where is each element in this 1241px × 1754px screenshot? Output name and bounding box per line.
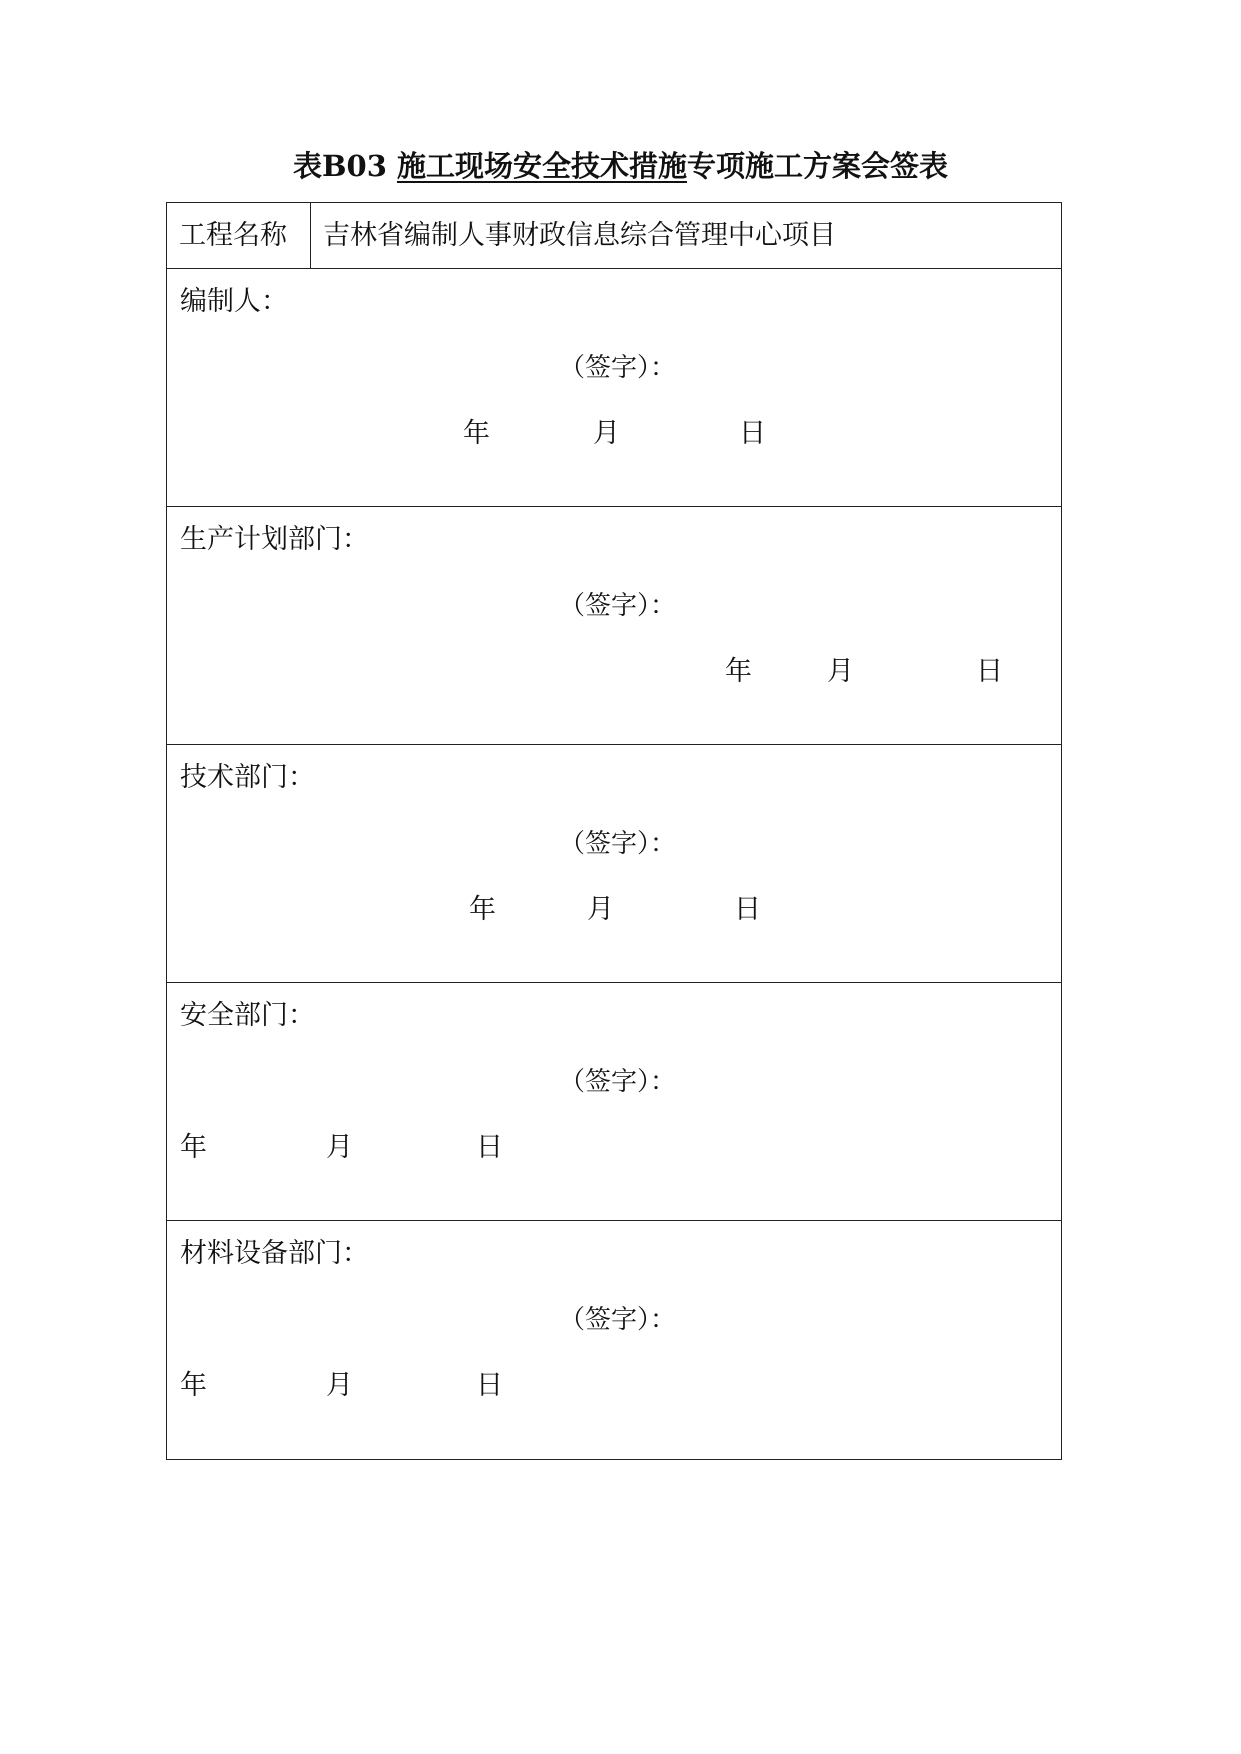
project-name-label: 工程名称 [167,203,311,268]
date-year[interactable]: 年 [469,894,496,925]
signature-field[interactable]: （签字）： [559,1305,677,1335]
section-safety [167,983,1061,1221]
section-label: 技术部门： [180,762,315,793]
date-year[interactable]: 年 [180,1370,207,1401]
signature-field[interactable]: （签字）： [559,829,677,859]
date-day[interactable]: 日 [734,894,761,925]
project-row [167,203,1061,269]
date-month[interactable]: 月 [827,656,854,687]
title-suffix: 专项施工方案会签表 [686,149,948,183]
date-day[interactable]: 日 [476,1370,503,1401]
signature-field[interactable]: （签字）： [559,1067,677,1097]
sign-off-table [166,202,1062,1460]
date-year[interactable]: 年 [463,418,490,449]
section-technical [167,745,1061,983]
date-year[interactable]: 年 [725,656,752,687]
date-month[interactable]: 月 [326,1370,353,1401]
section-label: 编制人： [180,286,288,317]
date-year[interactable]: 年 [180,1132,207,1163]
section-label: 生产计划部门： [180,524,369,555]
project-name-value: 吉林省编制人事财政信息综合管理中心项目 [323,220,836,251]
title-prefix: 表B03 [293,149,397,183]
section-label: 安全部门： [180,1000,315,1031]
date-month[interactable]: 月 [593,418,620,449]
section-author [167,269,1061,507]
title-underlined-measure: 施工现场安全技术措施 [396,149,687,183]
section-materials-equipment [167,1221,1061,1459]
date-day[interactable]: 日 [476,1132,503,1163]
date-day[interactable]: 日 [739,418,766,449]
signature-field[interactable]: （签字）： [559,591,677,621]
date-day[interactable]: 日 [976,656,1003,687]
section-production-planning [167,507,1061,745]
date-month[interactable]: 月 [587,894,614,925]
signature-field[interactable]: （签字）： [559,353,677,383]
section-label: 材料设备部门： [180,1238,369,1269]
page-title [0,146,1241,186]
date-month[interactable]: 月 [326,1132,353,1163]
